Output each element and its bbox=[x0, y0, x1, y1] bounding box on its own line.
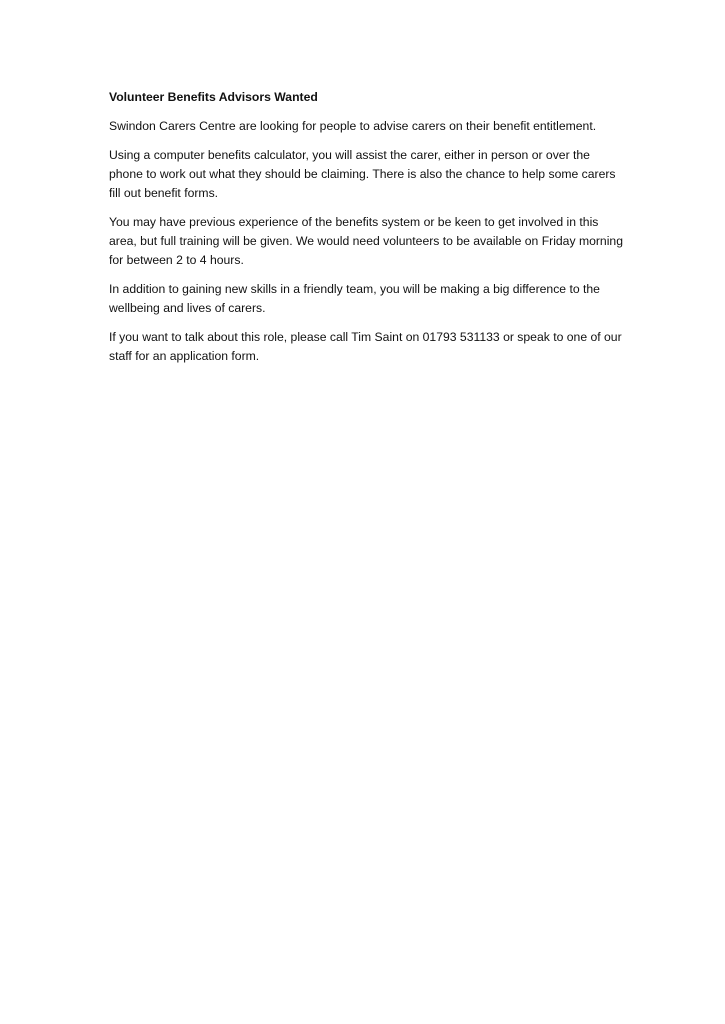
paragraph-skills: In addition to gaining new skills in a friendly team, you will be making a big difference to the wellbeing and lives of carers. bbox=[109, 282, 600, 315]
paragraph-experience: You may have previous experience of the benefits system or be keen to get involved in this area, but full training will be given. We would need volunteers to be available on Friday morning for between 2 to 4 hours. bbox=[109, 215, 623, 267]
paragraph-calculator: Using a computer benefits calculator, you will assist the carer, either in person or over the phone to work out what they should be claiming. There is also the chance to help some carers fill out benefit forms. bbox=[109, 148, 616, 200]
document-body bbox=[109, 88, 624, 376]
paragraph-contact: If you want to talk about this role, please call Tim Saint on 01793 531133 or speak to one of our staff for an application form. bbox=[109, 330, 622, 363]
paragraph-intro: Swindon Carers Centre are looking for people to advise carers on their benefit entitlement. bbox=[109, 119, 597, 133]
document-title: Volunteer Benefits Advisors Wanted bbox=[109, 90, 318, 104]
